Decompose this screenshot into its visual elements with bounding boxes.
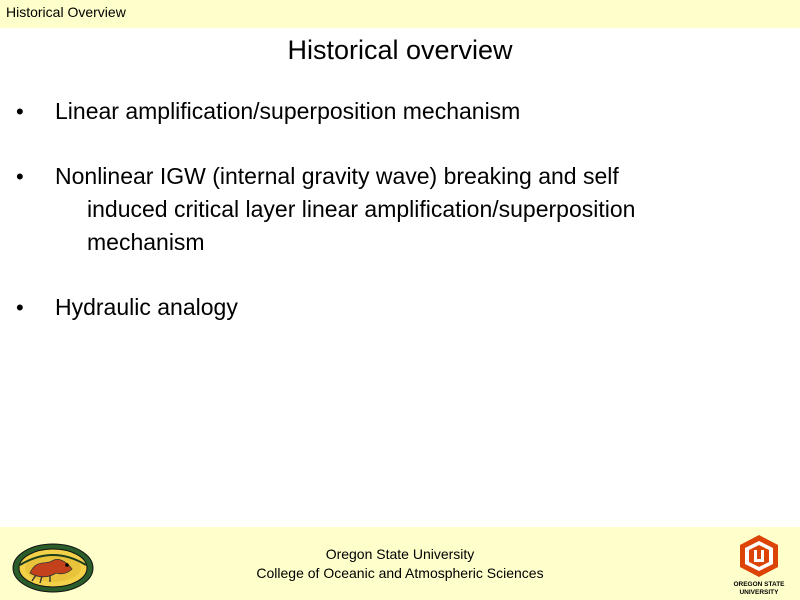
header-band [0,0,800,28]
bullet-list [0,95,800,356]
bullet-dot-icon: • [16,295,24,320]
osu-shield-icon [726,533,792,597]
bullet-dot-icon: • [16,164,24,189]
bullet-text-continuation: mechanism [87,229,205,255]
bullet-text: Linear amplification/superposition mechanism [55,98,521,124]
bullet-item-hydraulic [0,291,800,324]
footer-university: Oregon State University [325,546,475,562]
bullet-text: Hydraulic analogy [55,294,238,320]
bullet-dot-icon: • [16,99,24,124]
footer-college: College of Oceanic and Atmospheric Sciences [256,565,544,581]
slide-title: Historical overview [287,35,513,65]
osu-logo-text-1: OREGON STATE [733,581,785,588]
bullet-text-continuation: induced critical layer linear amplification/superposition [87,196,636,222]
bullet-item-linear [0,95,800,128]
bullet-text: Nonlinear IGW (internal gravity wave) breaking and self [55,163,619,189]
osu-logo-text-2: UNIVERSITY [739,589,779,596]
bullet-item-nonlinear [0,160,800,259]
header-label: Historical Overview [6,4,126,20]
footer-text [0,545,800,583]
